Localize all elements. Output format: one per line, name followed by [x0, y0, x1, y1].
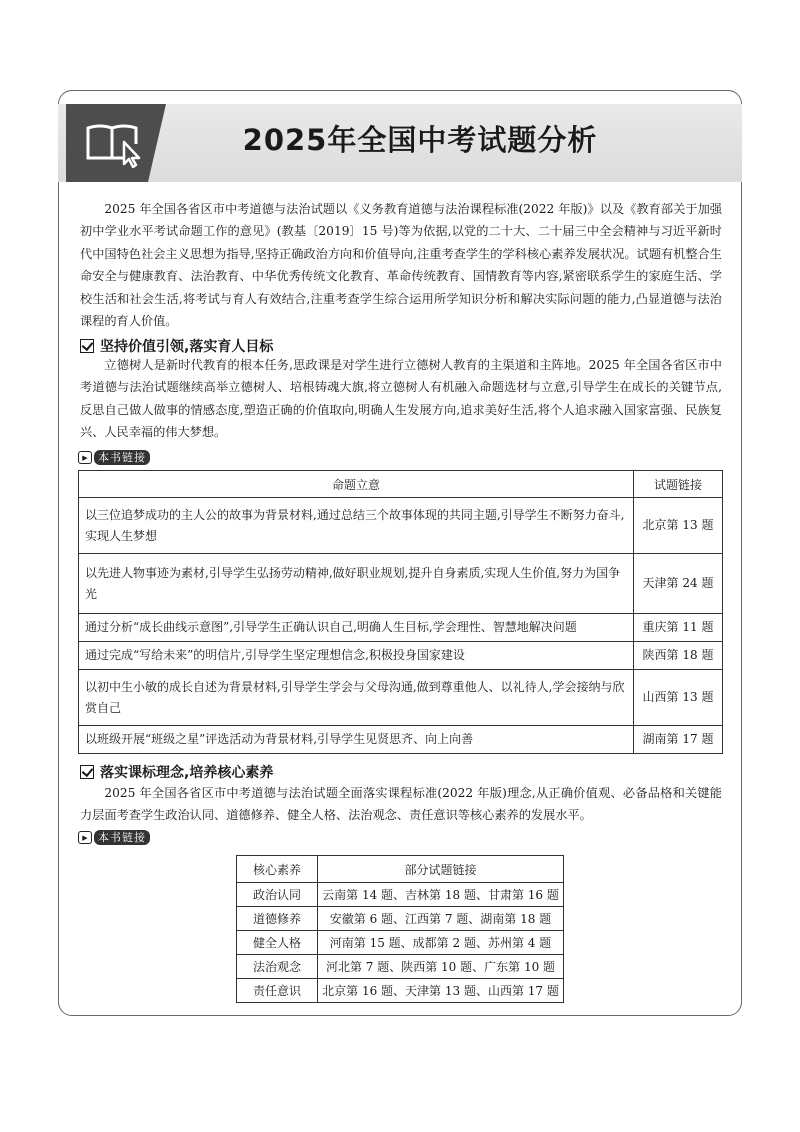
- table-cell: 重庆第 11 题: [634, 614, 723, 642]
- book-link-badge: [78, 830, 150, 845]
- table-cell: 天津第 24 题: [634, 554, 723, 614]
- table-cell: 湖南第 17 题: [634, 726, 723, 754]
- table-cell: 北京第 16 题、天津第 13 题、山西第 17 题: [318, 979, 564, 1003]
- table-row: [79, 614, 723, 642]
- table-cell: 道德修养: [237, 907, 318, 931]
- table-cell: 山西第 13 题: [634, 670, 723, 726]
- table-cell: 法治观念: [237, 955, 318, 979]
- table-cell: 责任意识: [237, 979, 318, 1003]
- table-cell: 通过完成“写给未来”的明信片,引导学生坚定理想信念,积极投身国家建设: [79, 642, 634, 670]
- table-row: [237, 955, 564, 979]
- table-row: [237, 907, 564, 931]
- table-cell: 河南第 15 题、成都第 2 题、苏州第 4 题: [318, 931, 564, 955]
- table-cell: 安徽第 6 题、江西第 7 题、湖南第 18 题: [318, 907, 564, 931]
- book-link-label: 本书链接: [94, 830, 150, 845]
- table-cell: 政治认同: [237, 883, 318, 907]
- topic-table: [78, 470, 723, 754]
- table-row: [79, 554, 723, 614]
- table-row: [237, 931, 564, 955]
- table-cell: 以班级开展“班级之星”评选活动为背景材料,引导学生见贤思齐、向上向善: [79, 726, 634, 754]
- table-row: [237, 883, 564, 907]
- section-heading-label: 坚持价值引领,落实育人目标: [100, 339, 274, 355]
- table-row: [79, 726, 723, 754]
- table-header-row: [237, 856, 564, 883]
- section1-paragraph: 立德树人是新时代教育的根本任务,思政课是对学生进行立德树人教育的主渠道和主阵地。2025 年全国各省区市中考道德与法治试题继续高举立德树人、培根铸魂大旗,将立德树人有机融入命题选材与立意,引导学生在成长的关键节点,反思自己做人做事的情感态度,塑造正确的价值取向,明确人生发展方向,追求美好生活,将个人追求融入国家富强、民族复兴、人民幸福的伟大梦想。: [80, 358, 722, 440]
- table-cell: 陕西第 18 题: [634, 642, 723, 670]
- column-header: 命题立意: [79, 471, 634, 498]
- page-title: 2025年全国中考试题分析: [242, 123, 598, 157]
- column-header: 部分试题链接: [318, 856, 564, 883]
- section-heading-literacy: [80, 762, 273, 782]
- table-cell: 以三位追梦成功的主人公的故事为背景材料,通过总结三个故事体现的共同主题,引导学生不断努力奋斗,实现人生梦想: [79, 498, 634, 554]
- table-row: [79, 498, 723, 554]
- table-cell: 河北第 7 题、陕西第 10 题、广东第 10 题: [318, 955, 564, 979]
- checkbox-icon: [80, 765, 94, 779]
- table-row: [79, 642, 723, 670]
- table-cell: 云南第 14 题、吉林第 18 题、甘肃第 16 题: [318, 883, 564, 907]
- checkbox-icon: [80, 339, 94, 353]
- table-row: [237, 979, 564, 1003]
- column-header: 试题链接: [634, 471, 723, 498]
- literacy-table: [236, 855, 564, 1003]
- intro-paragraph: 2025 年全国各省区市中考道德与法治试题以《义务教育道德与法治课程标准(2022 年版)》以及《教育部关于加强初中学业水平考试命题工作的意见》(教基〔2019〕15 号)等为依据,以党的二十大、二十届三中全会精神与习近平新时代中国特色社会主义思想为指导,坚持正确政治方向和价值导向,注重考查学生的学科核心素养发展状况。试题有机整合生命安全与健康教育、法治教育、中华优秀传统文化教育、革命传统教育、国情教育等内容,紧密联系学生的家庭生活、学校生活和社会生活,将考试与育人有效结合,注重考查学生综合运用所学知识分析和解决实际问题的能力,凸显道德与法治课程的育人价值。: [80, 202, 722, 329]
- table-header-row: [79, 471, 723, 498]
- table-cell: 以先进人物事迹为素材,引导学生弘扬劳动精神,做好职业规划,提升自身素质,实现人生价值,努力为国争光: [79, 554, 634, 614]
- section-heading-values: [80, 336, 273, 356]
- book-link-label: 本书链接: [94, 450, 150, 465]
- play-icon: ▶: [78, 831, 92, 844]
- table-row: [79, 670, 723, 726]
- table-cell: 健全人格: [237, 931, 318, 955]
- table-cell: 北京第 13 题: [634, 498, 723, 554]
- play-icon: ▶: [78, 451, 92, 464]
- table-cell: 通过分析“成长曲线示意图”,引导学生正确认识自己,明确人生目标,学会理性、智慧地解决问题: [79, 614, 634, 642]
- book-link-badge: [78, 450, 150, 465]
- table-cell: 以初中生小敏的成长自述为背景材料,引导学生学会与父母沟通,做到尊重他人、以礼待人,学会接纳与欣赏自己: [79, 670, 634, 726]
- section-heading-label: 落实课标理念,培养核心素养: [100, 765, 274, 781]
- section2-paragraph: 2025 年全国各省区市中考道德与法治试题全面落实课程标准(2022 年版)理念,从正确价值观、必备品格和关键能力层面考查学生政治认同、道德修养、健全人格、法治观念、责任意识等核心素养的发展水平。: [80, 786, 722, 823]
- column-header: 核心素养: [237, 856, 318, 883]
